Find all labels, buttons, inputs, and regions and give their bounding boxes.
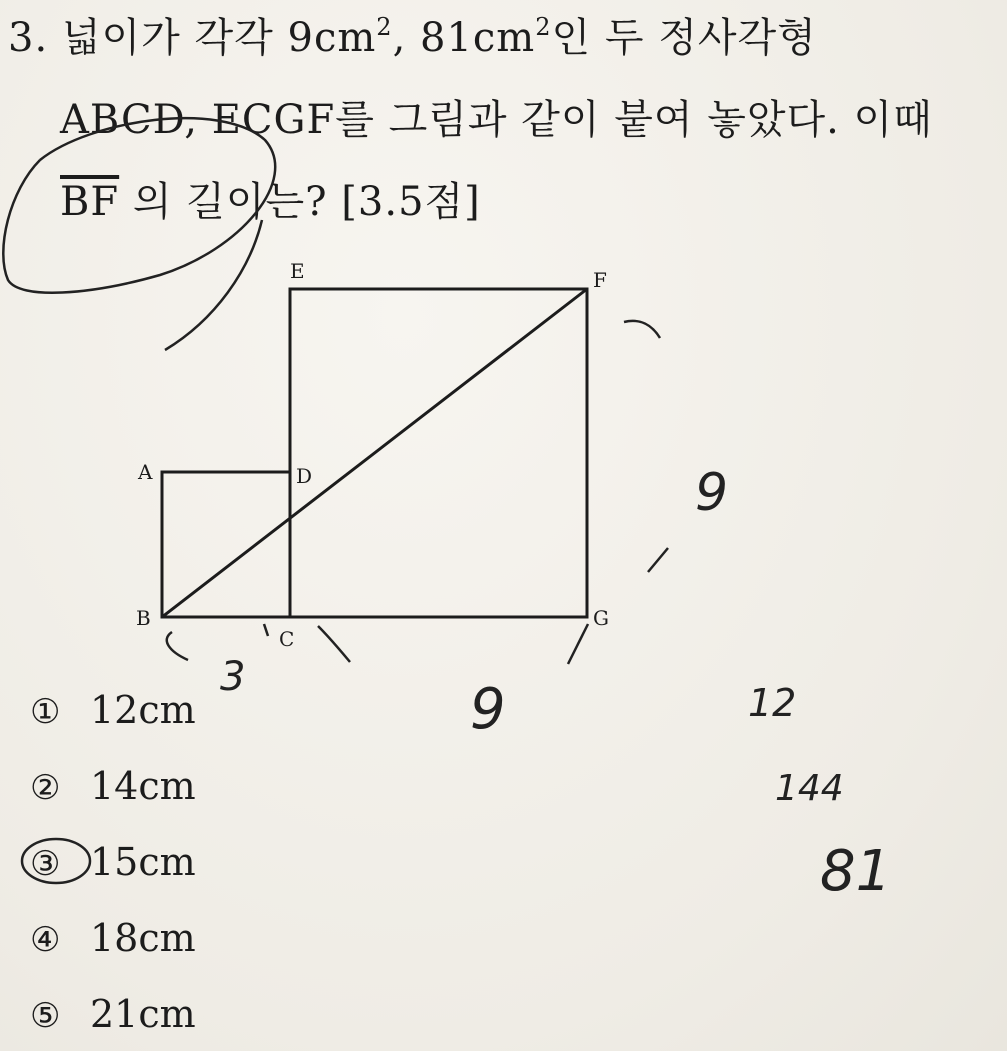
bracket-mark <box>264 624 268 636</box>
choice-marker: ① <box>30 692 61 732</box>
handwritten-calc-3: 81 <box>820 839 892 904</box>
choice-marker: ④ <box>30 920 61 960</box>
superscript: 2 <box>376 13 393 41</box>
handwritten-calc-1: 12 <box>748 681 797 725</box>
handwritten-bc-length: 3 <box>220 654 246 700</box>
choice-text: 21cm <box>90 992 196 1036</box>
question-text: 3. 넓이가 각각 9cm <box>8 15 377 61</box>
question-text: 인 두 정사각형 <box>551 15 817 61</box>
bracket-mark <box>318 626 350 662</box>
pen-stroke <box>624 321 660 338</box>
pen-stroke <box>165 220 262 350</box>
question-text: 의 길이는? [3.5점] <box>119 179 481 225</box>
pen-stroke <box>648 548 668 572</box>
bracket-mark <box>568 624 588 664</box>
choice-marker: ③ <box>30 844 61 884</box>
handwritten-calc-2: 144 <box>775 768 844 809</box>
choice-marker: ⑤ <box>30 996 61 1036</box>
choice-text: 18cm <box>90 916 196 960</box>
choice-text: 14cm <box>90 764 196 808</box>
handwritten-cg-length: 9 <box>470 677 506 742</box>
point-label-b: B <box>136 606 151 630</box>
point-label-g: G <box>593 606 609 630</box>
circle-around-bf-mark <box>3 118 275 293</box>
point-label-f: F <box>593 268 607 292</box>
superscript: 2 <box>535 13 552 41</box>
choice-marker: ② <box>30 768 61 808</box>
bracket-mark <box>167 632 188 660</box>
point-label-a: A <box>138 460 153 484</box>
point-label-d: D <box>296 464 313 488</box>
point-label-e: E <box>290 259 305 283</box>
choice-text: 15cm <box>90 840 196 884</box>
point-label-c: C <box>279 627 295 651</box>
selected-answer-circle <box>22 839 90 883</box>
segment-bf: $\overline{BF}$ <box>60 179 120 225</box>
handwritten-fg-length: 9 <box>695 463 729 523</box>
question-line-2: ABCD, ECGF를 그림과 같이 붙여 놓았다. 이때 <box>60 97 933 143</box>
choice-text: 12cm <box>90 688 196 732</box>
question-text: , 81cm <box>392 15 536 61</box>
